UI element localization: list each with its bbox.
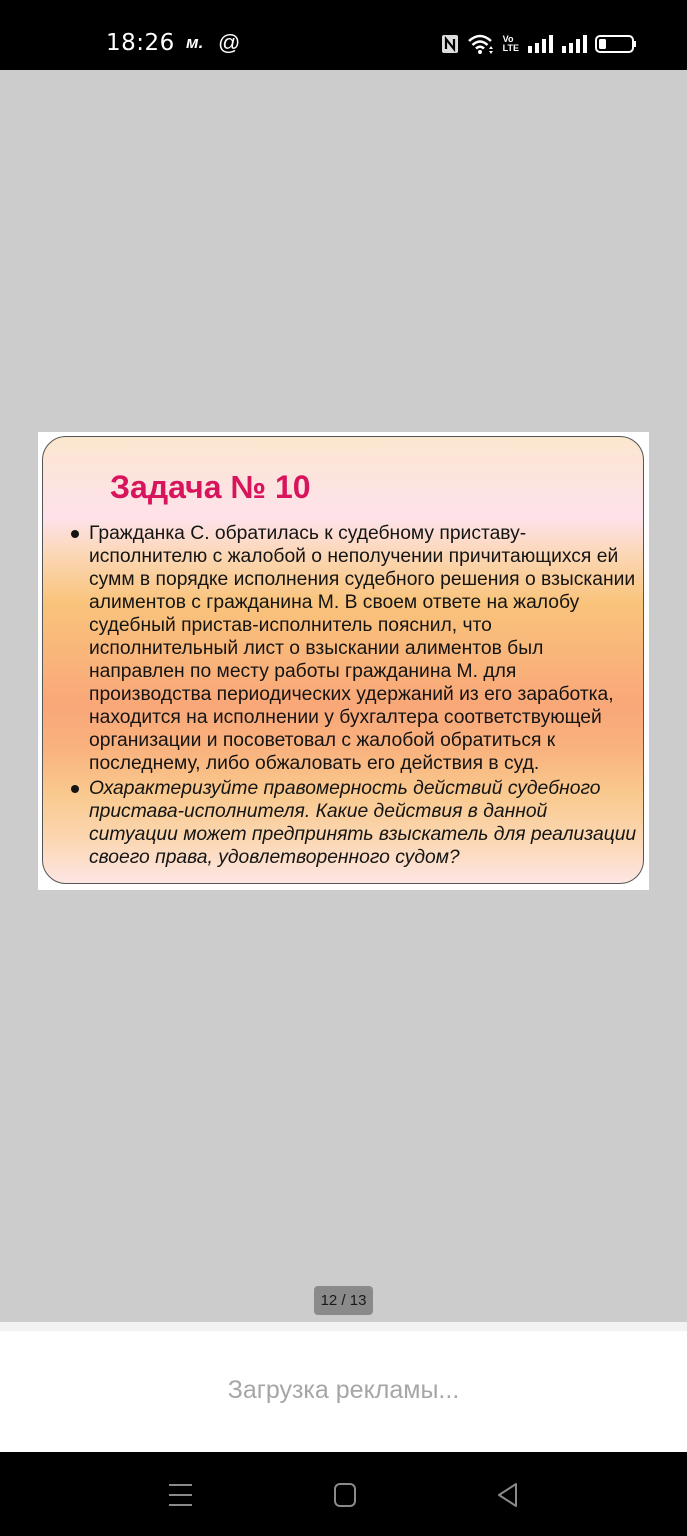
notification-icon-at: @: [218, 30, 241, 55]
home-button[interactable]: [325, 1478, 365, 1512]
slide-body: [67, 522, 637, 869]
status-bar: [0, 0, 687, 70]
back-icon: [496, 1482, 520, 1508]
slide-page[interactable]: [38, 432, 649, 890]
signal-icon-2: [561, 34, 587, 54]
volte-label-bottom: LTE: [502, 43, 519, 53]
bullet-question: [67, 777, 637, 869]
bullet-case-description: [67, 522, 637, 775]
page-counter: 12 / 13: [314, 1286, 373, 1315]
ad-loading-text: Загрузка рекламы...: [227, 1376, 460, 1404]
bullet-dot-icon: [71, 785, 79, 793]
home-icon: [333, 1482, 357, 1508]
battery-icon: [595, 34, 637, 54]
volte-label-top: Vo: [502, 34, 514, 44]
menu-icon: [168, 1482, 194, 1508]
bullet-text: Охарактеризуйте правомерность действий судебного пристава-исполнителя. Какие действия в данной ситуации может предпринять взыскатель для реализации своего права, удовлетворенного судом?: [89, 778, 637, 868]
bullet-text: Гражданка С. обратилась к судебному приставу-исполнителю с жалобой о неполучении причитающихся ей сумм в порядке исполнения судебного решения о взыскании алиментов с гражданина М. В своем ответе на жалобу судебный пристав-исполнитель пояснил, что исполнительный лист о взыскании алиментов был направлен по месту работы гражданина М. для производства периодических удержаний из его заработка, находится на исполнении у бухгалтера соответствующей организации и посоветовал с жалобой обратиться к последнему, либо обжаловать его действия в суд.: [89, 523, 636, 774]
notification-icon-m: м.: [186, 33, 204, 52]
slide-title: Задача № 10: [110, 469, 311, 505]
signal-icon-1: [527, 34, 553, 54]
back-button[interactable]: [488, 1478, 528, 1512]
bullet-dot-icon: [71, 530, 79, 538]
wifi-icon: [467, 33, 495, 55]
navigation-bar: [0, 1452, 687, 1536]
volte-icon: [503, 35, 519, 53]
status-time: 18:26: [106, 30, 175, 56]
ad-divider: [0, 1322, 687, 1331]
slide-card: [42, 436, 644, 884]
status-icons: [441, 32, 637, 56]
menu-button[interactable]: [161, 1478, 201, 1512]
nfc-icon: [441, 34, 459, 54]
